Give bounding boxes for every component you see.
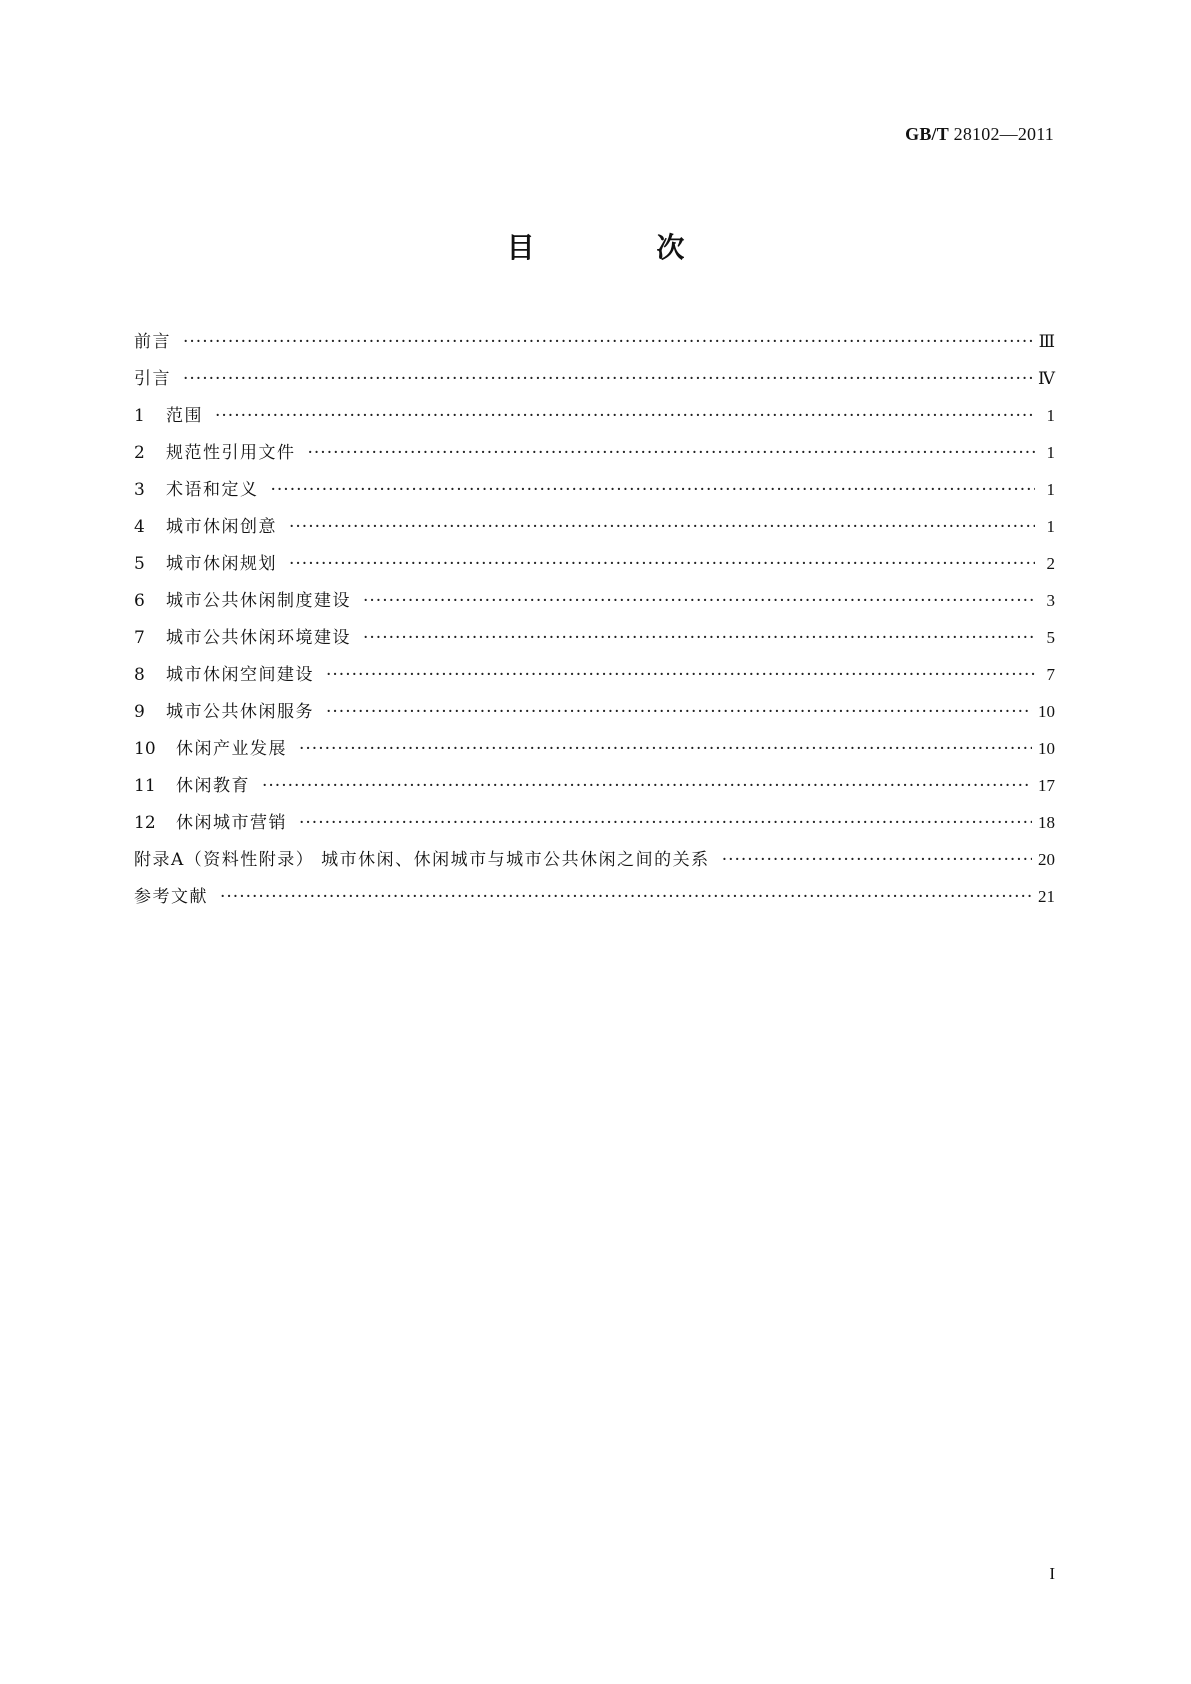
toc-entry-page: 20 bbox=[1038, 850, 1055, 869]
standard-code bbox=[905, 124, 1054, 145]
toc-entry-label: 城市公共休闲服务 bbox=[166, 702, 314, 722]
toc-dot-leader bbox=[262, 768, 1032, 805]
toc-entry-label: 休闲产业发展 bbox=[176, 739, 287, 759]
toc-entry-label: 城市公共休闲制度建设 bbox=[166, 591, 351, 611]
toc-dot-leader bbox=[299, 805, 1032, 842]
toc-entry-number: 6 bbox=[134, 591, 145, 611]
toc-entry-page: 2 bbox=[1046, 554, 1055, 573]
toc-entry[interactable] bbox=[134, 804, 1055, 841]
toc-entry[interactable] bbox=[134, 545, 1055, 582]
toc-entry-page: 1 bbox=[1046, 406, 1055, 425]
page-title: 目 次 bbox=[506, 231, 741, 264]
toc-entry[interactable] bbox=[134, 878, 1055, 915]
page-number: I bbox=[1049, 1564, 1055, 1583]
table-of-contents bbox=[134, 323, 1055, 915]
toc-dot-leader bbox=[289, 509, 1035, 546]
toc-entry-label: 引言 bbox=[134, 369, 171, 389]
toc-entry[interactable] bbox=[134, 841, 1055, 878]
toc-entry-page: 1 bbox=[1046, 480, 1055, 499]
toc-dot-leader bbox=[183, 361, 1032, 398]
toc-entry-page: 21 bbox=[1038, 887, 1055, 906]
toc-dot-leader bbox=[363, 620, 1035, 657]
toc-entry[interactable] bbox=[134, 323, 1055, 360]
toc-entry-number: 12 bbox=[134, 813, 156, 833]
toc-entry[interactable] bbox=[134, 397, 1055, 434]
toc-entry-number: 8 bbox=[134, 665, 145, 685]
toc-entry[interactable] bbox=[134, 508, 1055, 545]
toc-entry-label: 术语和定义 bbox=[166, 480, 259, 500]
toc-dot-leader bbox=[289, 546, 1035, 583]
toc-entry-label: 前言 bbox=[134, 332, 171, 352]
toc-entry-page: 1 bbox=[1046, 517, 1055, 536]
toc-entry[interactable] bbox=[134, 471, 1055, 508]
toc-dot-leader bbox=[215, 398, 1035, 435]
toc-entry-page: Ⅲ bbox=[1038, 332, 1055, 351]
toc-entry-page: 3 bbox=[1046, 591, 1055, 610]
toc-entry-page: 18 bbox=[1038, 813, 1055, 832]
toc-entry-number: 1 bbox=[134, 406, 145, 426]
toc-entry-number: 5 bbox=[134, 554, 145, 574]
toc-entry-label: 城市休闲空间建设 bbox=[166, 665, 314, 685]
toc-dot-leader bbox=[299, 731, 1032, 768]
toc-dot-leader bbox=[363, 583, 1035, 620]
toc-entry-number: 9 bbox=[134, 702, 145, 722]
toc-entry[interactable] bbox=[134, 582, 1055, 619]
toc-dot-leader bbox=[271, 472, 1036, 509]
toc-entry[interactable] bbox=[134, 434, 1055, 471]
toc-dot-leader bbox=[326, 694, 1032, 731]
toc-entry-label: 城市休闲规划 bbox=[166, 554, 277, 574]
toc-dot-leader bbox=[183, 324, 1033, 361]
toc-entry-label: 范围 bbox=[166, 406, 203, 426]
toc-entry-page: 1 bbox=[1046, 443, 1055, 462]
toc-entry-page: 17 bbox=[1038, 776, 1055, 795]
toc-entry-number: 10 bbox=[134, 739, 156, 759]
toc-entry-label: 城市公共休闲环境建设 bbox=[166, 628, 351, 648]
toc-entry[interactable] bbox=[134, 693, 1055, 730]
toc-entry[interactable] bbox=[134, 360, 1055, 397]
toc-entry-label: 休闲城市营销 bbox=[176, 813, 287, 833]
toc-entry[interactable] bbox=[134, 730, 1055, 767]
toc-entry-page: Ⅳ bbox=[1038, 369, 1055, 388]
toc-entry-page: 10 bbox=[1038, 702, 1055, 721]
toc-entry-number: 7 bbox=[134, 628, 145, 648]
toc-entry-number: 3 bbox=[134, 480, 145, 500]
toc-entry[interactable] bbox=[134, 619, 1055, 656]
toc-entry-page: 5 bbox=[1046, 628, 1055, 647]
toc-entry-label: 规范性引用文件 bbox=[166, 443, 296, 463]
toc-entry-label: 休闲教育 bbox=[176, 776, 250, 796]
standard-code-prefix: GB/T bbox=[905, 124, 949, 144]
toc-entry-label: 城市休闲创意 bbox=[166, 517, 277, 537]
toc-entry-number: 4 bbox=[134, 517, 145, 537]
toc-entry-label: 参考文献 bbox=[134, 887, 208, 907]
toc-dot-leader bbox=[326, 657, 1035, 694]
toc-entry-number: 11 bbox=[134, 776, 156, 796]
toc-entry[interactable] bbox=[134, 656, 1055, 693]
toc-dot-leader bbox=[220, 879, 1032, 916]
toc-entry-page: 7 bbox=[1046, 665, 1055, 684]
toc-entry-label: 附录A（资料性附录） 城市休闲、休闲城市与城市公共休闲之间的关系 bbox=[134, 850, 710, 870]
toc-dot-leader bbox=[308, 435, 1036, 472]
standard-code-number: 28102—2011 bbox=[953, 124, 1054, 144]
toc-entry-number: 2 bbox=[134, 443, 145, 463]
toc-entry-page: 10 bbox=[1038, 739, 1055, 758]
toc-entry[interactable] bbox=[134, 767, 1055, 804]
toc-dot-leader bbox=[722, 842, 1032, 879]
